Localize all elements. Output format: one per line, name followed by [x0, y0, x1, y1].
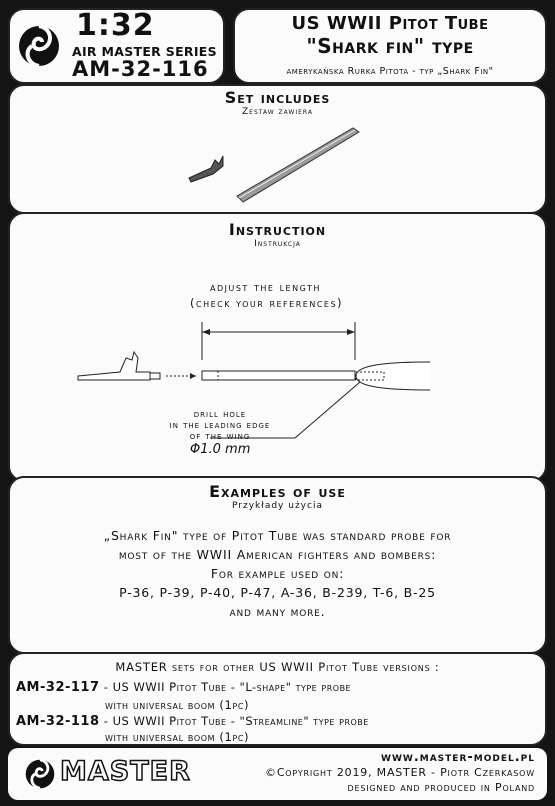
footer — [8, 748, 547, 800]
other-set-1-code: AM-32-117 — [16, 680, 100, 695]
instruction-panel — [8, 212, 547, 482]
series-label: AIR MASTER SERIES — [72, 44, 217, 59]
footer-brand: MASTER — [60, 756, 191, 787]
drill-line-1: drill hole — [193, 409, 247, 420]
drill-hole-label — [155, 409, 285, 442]
examples-title: Examples of use — [209, 482, 346, 501]
product-code: AM-32-116 — [72, 57, 209, 81]
assembly-diagram — [10, 310, 549, 470]
set-includes-subtitle: Zestaw zawiera — [242, 107, 313, 117]
other-set-2-code: AM-32-118 — [16, 714, 100, 729]
other-set-1-line-1: - US WWII Pitot Tube - "L-shape" type probe — [103, 680, 352, 694]
examples-line-4: P-36, P-39, P-40, P-47, A-36, B-239, T-6, B-25 — [119, 585, 436, 600]
footer-made: designed and produced in Poland — [347, 781, 535, 794]
other-set-1-line-2: with universal boom (1pc) — [105, 698, 250, 712]
instruction-subtitle: Instrukcja — [254, 239, 301, 249]
instruction-title: Instruction — [228, 220, 327, 239]
adjust-length-label: adjust the length — [210, 280, 321, 294]
other-set-2-line-2: with universal boom (1pc) — [105, 730, 250, 744]
scale-label: 1:32 — [76, 8, 155, 43]
other-set-1 — [16, 680, 351, 695]
set-includes-title: Set includes — [224, 88, 331, 107]
footer-url: www.master-model.pl — [381, 750, 535, 765]
title-subtitle: amerykańska Rurka Pitota - typ „Shark Fin" — [286, 66, 494, 77]
title-line-2: "Shark fin" type — [306, 34, 474, 58]
set-includes-panel — [8, 84, 547, 214]
drill-line-2: in the leading edge — [169, 420, 271, 431]
other-sets-panel — [8, 652, 547, 746]
title-line-1: US WWII Pitot Tube — [291, 13, 489, 34]
parts-photo — [185, 120, 385, 210]
examples-line-1: „Shark Fin" type of Pitot Tube was standard probe for — [103, 528, 452, 543]
other-set-2 — [16, 714, 369, 729]
footer-logo-icon — [22, 754, 58, 794]
examples-text — [10, 526, 545, 621]
other-sets-heading: MASTER sets for other US WWII Pitot Tube versions : — [115, 660, 440, 674]
examples-line-3: For example used on: — [210, 566, 345, 581]
diameter-label: Φ1.0 mm — [190, 442, 251, 457]
check-references-label: (check your references) — [190, 296, 344, 310]
master-logo-icon — [18, 18, 60, 74]
header-code-box — [8, 8, 225, 84]
examples-line-2: most of the WWII American fighters and bombers: — [118, 547, 437, 562]
examples-panel — [8, 476, 547, 654]
other-set-2-line-1: - US WWII Pitot Tube - "Streamline" type probe — [103, 714, 369, 728]
header-title-box — [233, 8, 547, 84]
footer-copyright: ©Copyright 2019, MASTER - Piotr Czerkasow — [265, 766, 535, 779]
examples-subtitle: Przykłady użycia — [232, 501, 323, 511]
examples-line-5: and many more. — [229, 604, 326, 619]
drill-line-3: of the wing — [189, 431, 251, 442]
